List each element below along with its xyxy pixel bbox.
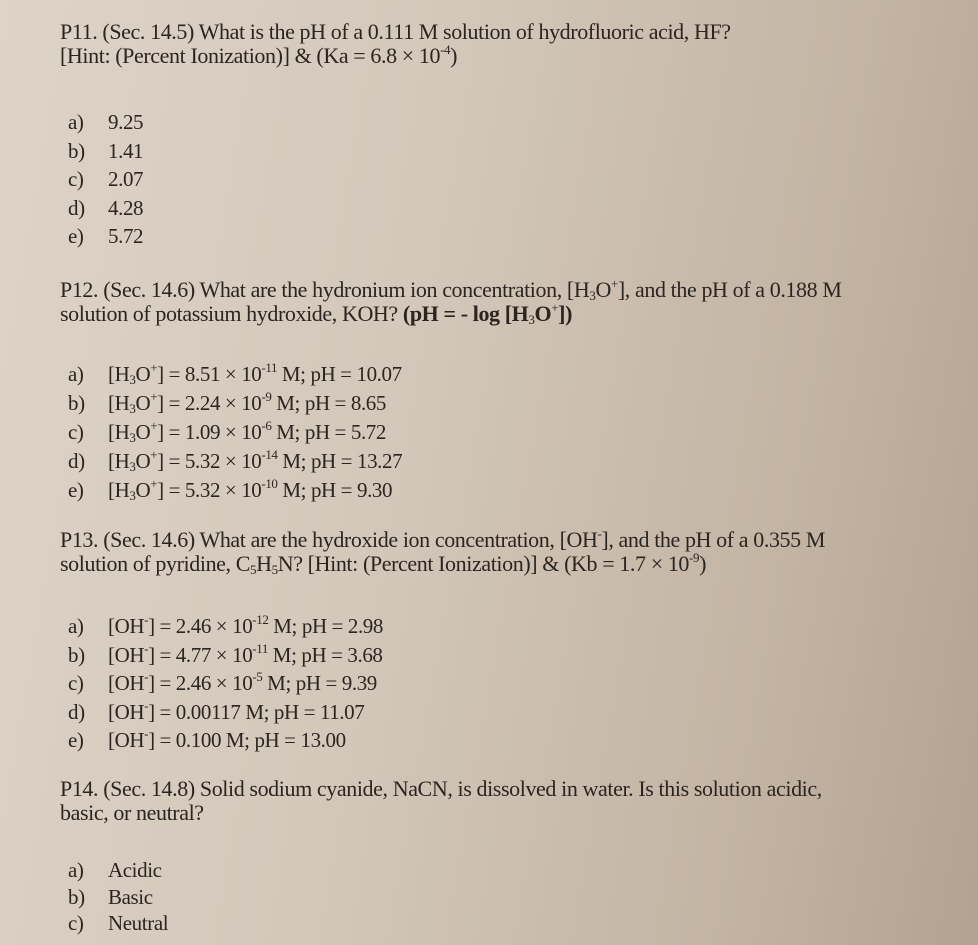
question-p11 [60, 19, 960, 248]
text-segment: O [135, 478, 151, 502]
text-segment: O [595, 277, 611, 302]
option-text [108, 884, 153, 911]
text-segment: O [135, 362, 151, 386]
option-text [108, 165, 143, 194]
option-text [108, 612, 383, 641]
sup-text: -5 [252, 669, 263, 684]
text-segment: P11. (Sec. 14.5) What is the pH of a 0.111 M solution of hydrofluoric acid, HF? [60, 19, 731, 44]
sup-text: -12 [252, 612, 269, 627]
sup-text: -4 [440, 42, 451, 57]
stem-line [60, 801, 960, 825]
sup-text: - [144, 612, 149, 627]
option-text [108, 137, 143, 166]
text-segment: O [135, 449, 151, 473]
answer-option-b [68, 641, 383, 670]
text-segment: ] = 0.00117 M; pH = 11.07 [148, 699, 365, 724]
text-segment: ) [450, 43, 458, 68]
sub-text: 3 [129, 372, 136, 387]
sub-text: 3 [129, 488, 136, 503]
sup-text: -11 [261, 360, 278, 375]
option-letter: a) [68, 614, 84, 638]
answer-option-a [68, 612, 383, 641]
answer-option-c [68, 418, 402, 447]
option-letter: a) [68, 110, 84, 134]
text-segment: Acidic [108, 858, 162, 882]
answer-options [68, 360, 402, 505]
sup-text: + [150, 360, 158, 375]
option-letter: c) [68, 671, 84, 695]
option-letter: e) [68, 478, 84, 502]
sup-text: + [150, 476, 158, 491]
sup-text: + [551, 300, 559, 315]
option-letter: c) [68, 420, 84, 444]
text-segment: [OH [108, 728, 145, 752]
option-letter: b) [68, 138, 85, 163]
option-letter: e) [68, 728, 84, 752]
text-segment: 9.25 [108, 110, 144, 134]
sup-text: - [144, 640, 149, 656]
text-segment: M; pH = 2.98 [268, 614, 384, 638]
option-text [108, 194, 143, 223]
b-text: (pH = - log [H [402, 301, 529, 326]
option-text [108, 857, 162, 884]
text-segment: M; pH = 10.07 [277, 362, 402, 386]
text-segment: [H [108, 449, 130, 473]
option-text [108, 910, 168, 937]
answer-option-c [68, 669, 383, 698]
option-letter: d) [68, 449, 85, 473]
answer-option-e [68, 726, 383, 755]
option-letter: d) [68, 195, 85, 220]
text-segment: [Hint: (Percent Ionization)] & (Ka = 6.8 × 10 [60, 43, 441, 68]
answer-option-a [68, 857, 168, 884]
option-letter: b) [68, 884, 85, 909]
text-segment: ] = 4.77 × 10 [148, 642, 253, 667]
sup-text: - [144, 726, 149, 741]
text-segment: ], and the pH of a 0.355 M [601, 527, 826, 552]
option-text [108, 641, 383, 670]
text-segment: ) [699, 551, 706, 576]
option-text [108, 476, 392, 505]
text-segment: ] = 1.09 × 10 [157, 420, 262, 444]
text-segment: M; pH = 5.72 [271, 420, 387, 444]
option-letter: e) [68, 224, 84, 248]
option-letter: b) [68, 642, 85, 667]
question-stem [60, 528, 960, 576]
option-text [108, 108, 143, 137]
option-text [108, 698, 364, 727]
option-text [108, 222, 143, 251]
sub-text: 3 [129, 459, 136, 474]
text-segment: M; pH = 13.27 [277, 449, 403, 473]
stem-line [60, 44, 960, 68]
text-segment: P14. (Sec. 14.8) Solid sodium cyanide, NaCN, is dissolved in water. Is this solution acidic, [60, 776, 822, 801]
option-letter: b) [68, 391, 85, 415]
sup-text: -6 [261, 418, 272, 433]
answer-options [68, 857, 168, 937]
sup-text: - [597, 526, 602, 541]
text-segment: M; pH = 3.68 [267, 642, 383, 667]
question-p14 [60, 776, 960, 935]
sup-text: + [150, 447, 158, 462]
answer-option-c [68, 910, 168, 937]
option-letter: a) [68, 362, 84, 386]
text-segment: ] = 8.51 × 10 [157, 362, 262, 386]
sub-text: 5 [271, 562, 278, 577]
text-segment: Neutral [108, 911, 169, 935]
text-segment: [OH [108, 671, 145, 695]
text-segment: [OH [108, 642, 145, 667]
answer-option-e [68, 222, 143, 251]
stem-line [60, 528, 960, 552]
sup-text: -11 [252, 640, 268, 656]
option-letter: a) [68, 858, 84, 882]
text-segment: [OH [108, 699, 145, 724]
answer-option-d [68, 698, 383, 727]
sup-text: -9 [261, 389, 272, 404]
text-segment: [H [108, 362, 130, 386]
option-letter: c) [68, 167, 84, 191]
option-text [108, 447, 402, 476]
text-segment: 2.07 [108, 167, 144, 191]
sup-text: -9 [689, 550, 700, 565]
answer-option-b [68, 389, 402, 418]
answer-option-b [68, 137, 143, 166]
question-stem [60, 20, 960, 68]
text-segment: [OH [108, 614, 145, 638]
option-text [108, 418, 386, 447]
stem-line [60, 777, 960, 801]
option-text [108, 669, 377, 698]
sup-text: + [610, 276, 618, 291]
option-letter: c) [68, 911, 84, 935]
answer-option-d [68, 194, 143, 223]
text-segment: ], and the pH of a 0.188 M [617, 277, 842, 302]
sup-text: - [144, 697, 149, 713]
stem-line [60, 552, 960, 576]
text-segment: 4.28 [108, 195, 144, 220]
text-segment: ] = 2.46 × 10 [148, 614, 253, 638]
sub-text: 3 [589, 288, 596, 303]
text-segment: [H [108, 420, 130, 444]
text-segment: M; pH = 8.65 [271, 391, 387, 415]
question-stem [60, 278, 960, 326]
sup-text: -10 [261, 476, 278, 491]
text-segment: N? [Hint: (Percent Ionization)] & (Kb = 1.7 × 10 [277, 551, 690, 576]
stem-line [60, 302, 960, 326]
text-segment: M; pH = 9.39 [262, 671, 377, 695]
text-segment: Basic [108, 884, 153, 909]
b-text: O [534, 301, 552, 326]
text-segment: O [135, 420, 151, 444]
option-text [108, 726, 346, 755]
text-segment: 5.72 [108, 224, 144, 248]
answer-option-e [68, 476, 402, 505]
answer-option-c [68, 165, 143, 194]
sup-text: + [150, 418, 158, 433]
text-segment: [H [108, 478, 130, 502]
text-segment: solution of pyridine, C [60, 551, 251, 576]
sup-text: - [144, 669, 149, 684]
option-text [108, 389, 386, 418]
text-segment: ] = 2.46 × 10 [148, 671, 253, 695]
text-segment: 1.41 [108, 138, 144, 163]
answer-options [68, 108, 143, 251]
sup-text: + [150, 389, 158, 404]
answer-option-a [68, 108, 143, 137]
text-segment: H [256, 551, 272, 576]
text-segment: P12. (Sec. 14.6) What are the hydronium ion concentration, [H [60, 277, 590, 302]
sub-text: 3 [129, 401, 136, 416]
answer-option-d [68, 447, 402, 476]
text-segment: ] = 5.32 × 10 [157, 449, 262, 473]
text-segment: ] = 0.100 M; pH = 13.00 [148, 728, 346, 752]
text-segment: ] = 2.24 × 10 [157, 391, 262, 415]
sup-text: -14 [261, 447, 278, 462]
text-segment: M; pH = 9.30 [277, 478, 393, 502]
b-text: ]) [558, 301, 573, 326]
sub-text: 5 [250, 562, 257, 577]
option-letter: d) [68, 699, 85, 724]
text-segment: solution of potassium hydroxide, KOH? [60, 301, 403, 326]
stem-line [60, 278, 960, 302]
option-text [108, 360, 402, 389]
question-stem [60, 777, 960, 825]
sub-text: 3 [528, 312, 535, 327]
answer-option-b [68, 884, 168, 911]
sub-text: 3 [129, 430, 136, 445]
text-segment: basic, or neutral? [60, 800, 204, 825]
answer-options [68, 612, 383, 755]
stem-line [60, 20, 960, 44]
text-segment: P13. (Sec. 14.6) What are the hydroxide ion concentration, [OH [60, 527, 598, 552]
text-segment: ] = 5.32 × 10 [157, 478, 262, 502]
text-segment: O [135, 391, 151, 415]
text-segment: [H [108, 391, 130, 415]
answer-option-a [68, 360, 402, 389]
